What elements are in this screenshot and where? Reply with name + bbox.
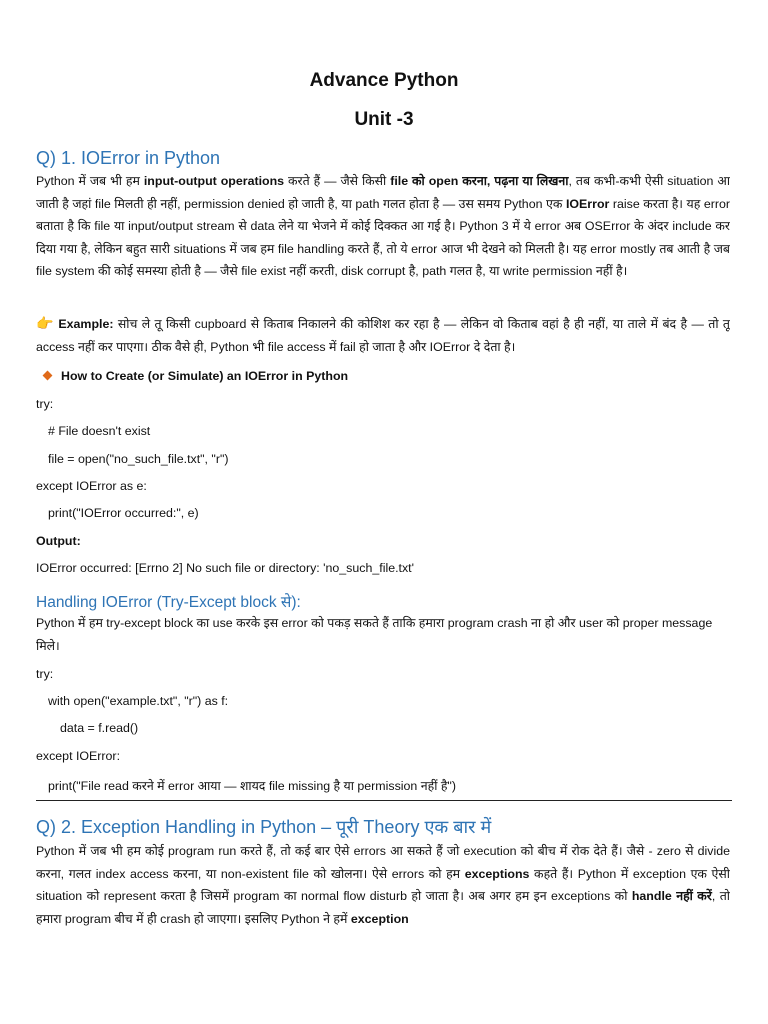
- code-line: file = open("no_such_file.txt", "r"): [48, 452, 229, 466]
- code-line: try:: [36, 667, 54, 681]
- q2-paragraph-run: कहते हैं। Python में exception एक ऐसी situation को represent करता है जिसमें program का normal flow disturb हो जाता है। अब अगर हम इन exceptions को: [36, 866, 730, 903]
- q1-paragraph: [36, 170, 730, 306]
- output-label: Output:: [36, 534, 81, 548]
- section-divider: [36, 800, 732, 801]
- code-line: print("IOError occurred:", e): [48, 506, 199, 520]
- q2-paragraph: [36, 840, 730, 932]
- orange-diamond-icon: [43, 371, 53, 381]
- q2-paragraph-run: exception: [350, 911, 409, 926]
- bullet-item: [40, 369, 348, 383]
- q2-paragraph-run: , तो हमारा program बीच में ही crash हो जाएगा। इसलिए Python ने हमें: [36, 889, 730, 926]
- q1-paragraph-run: Python में जब भी हम: [36, 174, 144, 188]
- handling-heading: Handling IOError (Try-Except block से):: [36, 594, 301, 611]
- document-title: Advance Python: [309, 70, 459, 91]
- code-line: with open("example.txt", "r") as f:: [48, 694, 229, 708]
- code-line: print("File read करने में error आया — शायद file missing है या permission नहीं है"): [48, 779, 456, 793]
- bullet-text: How to Create (or Simulate) an IOError in Python: [61, 369, 349, 383]
- example-paragraph: [36, 312, 730, 358]
- q2-heading: Q) 2. Exception Handling in Python – पूरी Theory एक बार में: [36, 817, 492, 837]
- handling-paragraph: Python में हम try-except block का use करके इस error को पकड़ सकते हैं ताकि हमारा program crash ना हो और user को proper message मिले।: [36, 616, 713, 653]
- q1-paragraph-run: करते हैं — जैसे किसी: [284, 174, 391, 188]
- q1-paragraph-run: IOError: [565, 196, 610, 211]
- q2-paragraph-run: handle नहीं करें: [631, 889, 712, 903]
- code-line: try:: [36, 397, 54, 411]
- code-line: except IOError as e:: [36, 479, 147, 493]
- code-line: # File doesn't exist: [48, 424, 151, 438]
- output-text: IOError occurred: [Errno 2] No such file or directory: 'no_such_file.txt': [36, 561, 414, 575]
- q2-paragraph-run: exceptions: [464, 866, 530, 881]
- code-line: except IOError:: [36, 749, 121, 763]
- q1-paragraph-run: input-output operations: [143, 174, 285, 188]
- q1-paragraph-run: file को open करना, पढ़ना या लिखना: [390, 174, 569, 188]
- example-label: Example:: [58, 317, 114, 331]
- code-line: data = f.read(): [60, 721, 139, 735]
- example-text: सोच ले तू किसी cupboard से किताब निकालने की कोशिश कर रहा है — लेकिन वो किताब वहां है ही नहीं, या ताले में बंद है — तो तू access नहीं कर पाएगा। ठीक वैसे ही, Python भी file access में fail हो जाता है और IOError दे देता है।: [36, 317, 730, 354]
- q1-paragraph-run: raise करता है। यह error बताता है कि file या input/output stream से data लेने या भेजने में कोई दिक्कत आ गई है। Python 3 में ये error अब OSError के अंदर include कर दिया गया है, लेकिन बहुत सारी situations में जब हम file handling करते हैं, तो ये error आज भी देखने को मिलती है। यह error mostly तब आती है जब file system की कोई समस्या होती है — जैसे file exist नहीं करती, disk corrupt है, path गलत है, या write permission नहीं है।: [36, 196, 730, 278]
- pointing-hand-icon: 👉: [36, 315, 55, 331]
- q2-paragraph-run: Python में जब भी हम कोई program run करते हैं, तो कई बार ऐसे errors आ सकते हैं जो execution को बीच में रोक देते हैं। जैसे - zero से divide करना, गलत index access करना, या non-existent file को खोलना। ऐसे errors को हम: [36, 844, 730, 881]
- q1-paragraph-run: , तब कभी-कभी ऐसी situation आ जाती है जहां file मिलती ही नहीं, permission denied हो जाती है, या path गलत होता है — उस समय Python एक: [36, 174, 730, 211]
- unit-title: Unit -3: [354, 109, 414, 130]
- q1-heading: Q) 1. IOError in Python: [36, 148, 221, 168]
